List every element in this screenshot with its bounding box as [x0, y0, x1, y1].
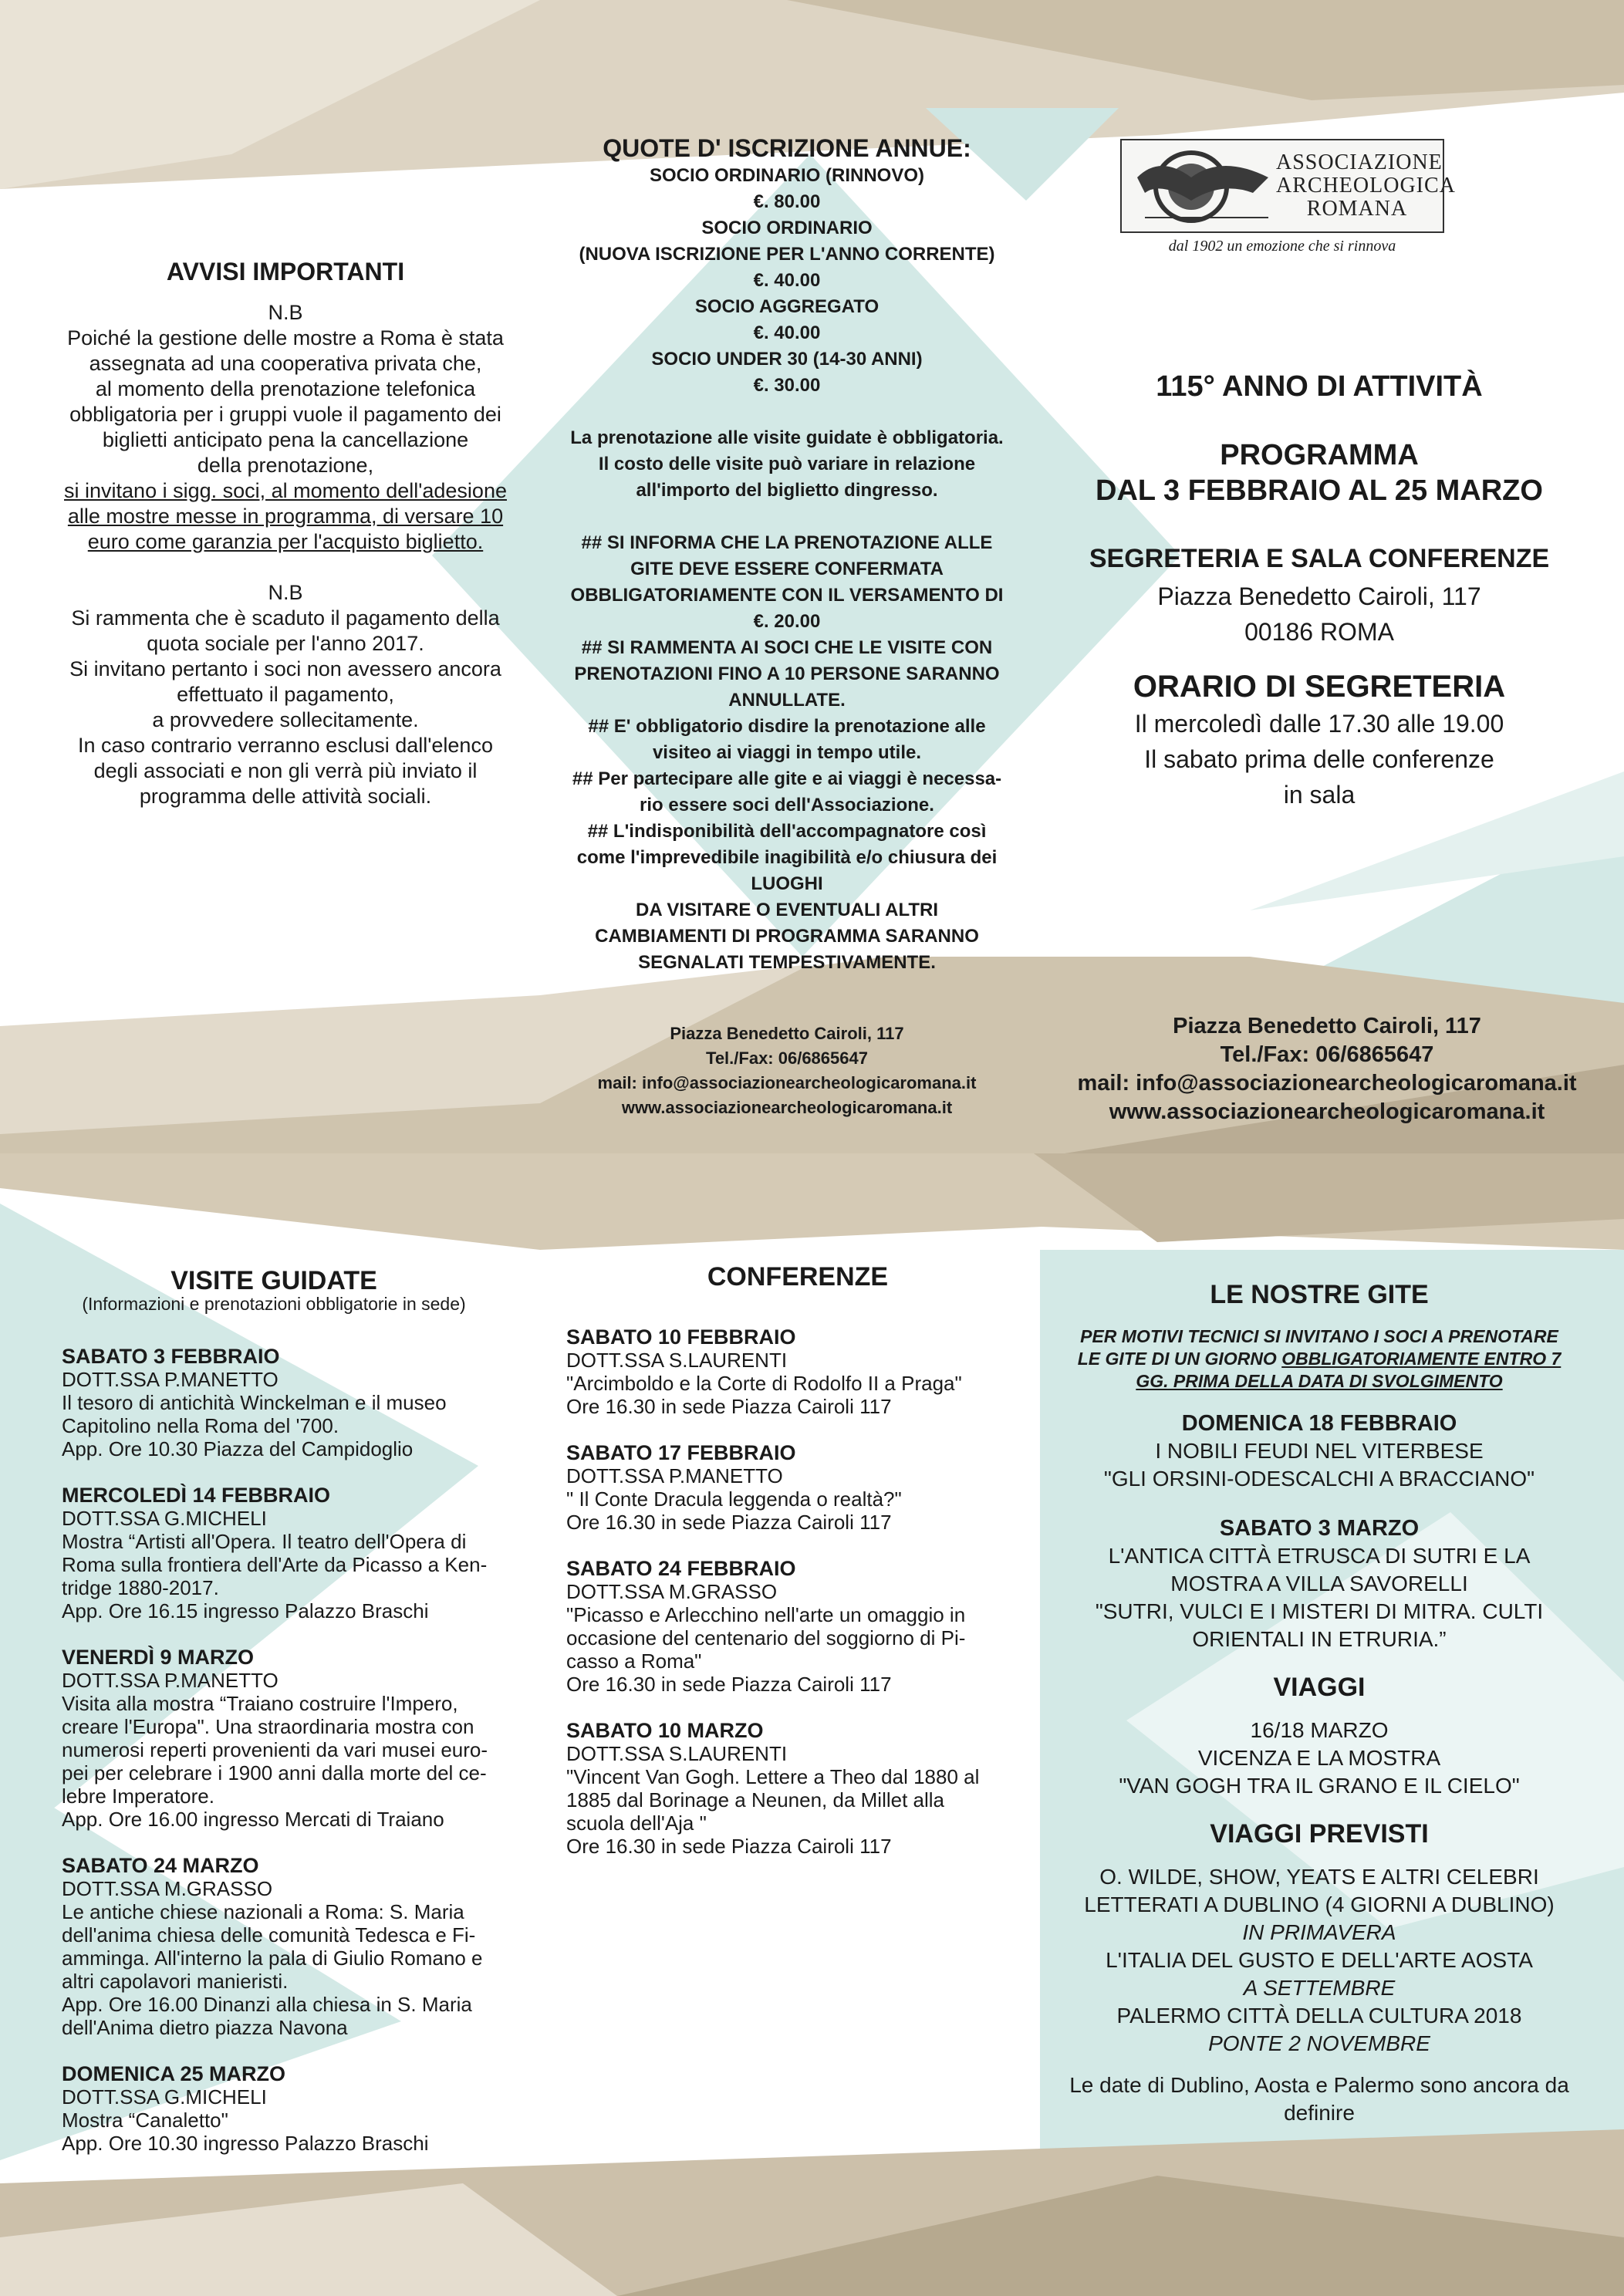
visit-line: creare l'Europa". Una straordinaria mostra con	[62, 1715, 474, 1738]
avvisi-line: biglietti anticipato pena la cancellazione	[102, 428, 469, 451]
planned-trip-line: L'ITALIA DEL GUSTO E DELL'ARTE AOSTA	[1106, 1948, 1533, 1972]
contact-phone: Tel./Fax: 06/6865647	[1220, 1042, 1434, 1067]
visit-line: DOTT.SSA P.MANETTO	[62, 1368, 279, 1391]
visit-date: DOMENICA 25 MARZO	[62, 2062, 286, 2085]
visite-guidate-section	[62, 1266, 509, 2178]
quote-note-line: La prenotazione alle visite guidate è obbligatoria.	[570, 427, 1004, 448]
avvisi-line: quota sociale per l'anno 2017.	[147, 632, 424, 655]
viaggi-title: VIAGGI	[1273, 1673, 1366, 1702]
visit-item	[62, 1484, 509, 1622]
association-logo	[1120, 139, 1456, 233]
quote-rule-line: ## E' obbligatorio disdire la prenotazione alle	[588, 716, 986, 737]
conference-line: Ore 16.30 in sede Piazza Cairoli 117	[566, 1835, 892, 1858]
avvisi-line: assegnata ad una cooperativa privata che,	[89, 352, 482, 375]
trip-date: DOMENICA 18 FEBBRAIO	[1181, 1411, 1457, 1436]
quote-rule-line: ## Per partecipare alle gite e ai viaggi è necessa-	[572, 768, 1002, 789]
quote-rule-line: ANNULLATE.	[728, 690, 846, 711]
gite-title: LE NOSTRE GITE	[1210, 1280, 1429, 1309]
planned-trip-line: O. WILDE, SHOW, YEATS E ALTRI CELEBRI	[1099, 1865, 1539, 1889]
orario-title: ORARIO DI SEGRETERIA	[1133, 670, 1506, 704]
program-dates: DAL 3 FEBBRAIO AL 25 MARZO	[1096, 474, 1543, 507]
quote-line: €. 80.00	[753, 191, 821, 212]
city-line: 00186 ROMA	[1244, 618, 1394, 646]
visit-date: SABATO 24 MARZO	[62, 1854, 259, 1877]
avvisi-title: AVVISI IMPORTANTI	[166, 258, 405, 285]
trip-line: I NOBILI FEUDI NEL VITERBESE	[1155, 1439, 1484, 1463]
nb-label: N.B	[268, 301, 303, 324]
contact-website[interactable]: www.associazionearcheologicaromana.it	[1109, 1099, 1545, 1124]
conference-line: DOTT.SSA M.GRASSO	[566, 1580, 778, 1603]
quote-rule-line: DA VISITARE O EVENTUALI ALTRI	[635, 900, 938, 920]
avvisi-line: programma delle attività sociali.	[139, 785, 432, 808]
conference-line: DOTT.SSA S.LAURENTI	[566, 1742, 788, 1765]
visit-line: DOTT.SSA P.MANETTO	[62, 1669, 279, 1692]
quote-rule-line: PRENOTAZIONI FINO A 10 PERSONE SARANNO	[574, 663, 1000, 684]
conference-line: Ore 16.30 in sede Piazza Cairoli 117	[566, 1673, 892, 1696]
avvisi-line: obbligatoria per i gruppi vuole il pagamento dei	[69, 403, 501, 426]
year-of-activity: 115° ANNO DI ATTIVITÀ	[1156, 370, 1483, 403]
visit-line: Il tesoro di antichità Winckelman e il museo	[62, 1391, 447, 1414]
conference-line: "Arcimboldo e la Corte di Rodolfo II a Praga"	[566, 1372, 962, 1395]
conference-date: SABATO 24 FEBBRAIO	[566, 1557, 796, 1580]
trip-line: "GLI ORSINI-ODESCALCHI A BRACCIANO"	[1103, 1467, 1535, 1491]
avvisi-line: a provvedere sollecitamente.	[152, 708, 419, 731]
program-info	[1049, 370, 1589, 812]
gite-notice-part: LE GITE DI UN GIORNO	[1077, 1349, 1282, 1369]
visit-line: App. Ore 10.30 ingresso Palazzo Braschi	[62, 2132, 429, 2155]
contact-phone: Tel./Fax: 06/6865647	[706, 1048, 868, 1068]
quote-line: €. 40.00	[753, 322, 821, 343]
quote-rule-line: GITE DEVE ESSERE CONFERMATA	[630, 559, 944, 579]
visit-item	[62, 1345, 509, 1460]
orario-line: in sala	[1283, 781, 1356, 809]
avvisi-line: Si invitano pertanto i soci non avessero ancora	[69, 657, 501, 680]
quote-line: €. 40.00	[753, 270, 821, 291]
conference-line: Ore 16.30 in sede Piazza Cairoli 117	[566, 1395, 892, 1418]
viaggi-previsti-title: VIAGGI PREVISTI	[1210, 1819, 1429, 1849]
quote-note-line: Il costo delle visite può variare in relazione	[598, 454, 976, 474]
quote-rule-line: SEGNALATI TEMPESTIVAMENTE.	[638, 952, 936, 973]
avvisi-line: degli associati e non gli verrà più inviato il	[93, 759, 478, 782]
conference-line: casso a Roma"	[566, 1649, 702, 1673]
contact-block-right	[1049, 1012, 1605, 1126]
visit-line: Mostra “Artisti all'Opera. Il teatro dell'Opera di	[62, 1530, 467, 1553]
visit-date: VENERDÌ 9 MARZO	[62, 1646, 255, 1669]
avvisi-line: In caso contrario verranno esclusi dall'elenco	[78, 734, 493, 757]
gite-notice-line: PER MOTIVI TECNICI SI INVITANO I SOCI A PRENOTARE	[1080, 1326, 1558, 1346]
logo-tagline: dal 1902 un emozione che si rinnova	[1168, 238, 1396, 255]
visit-line: Mostra “Canaletto"	[62, 2109, 228, 2132]
visit-line: App. Ore 16.15 ingresso Palazzo Braschi	[62, 1599, 429, 1622]
viaggi-line: "VAN GOGH TRA IL GRANO E IL CIELO"	[1119, 1774, 1520, 1798]
nb-label: N.B	[268, 581, 303, 604]
gite-notice-underlined: OBBLIGATORIAMENTE ENTRO 7	[1281, 1349, 1562, 1369]
avvisi-underlined-line: alle mostre messe in programma, di versare 10	[67, 505, 504, 528]
visit-line: App. Ore 10.30 Piazza del Campidoglio	[62, 1437, 414, 1460]
visit-line: DOTT.SSA G.MICHELI	[62, 1507, 267, 1530]
conference-line: occasione del centenario del soggiorno di Pi-	[566, 1626, 966, 1649]
quote-rule-line: €. 20.00	[753, 611, 821, 632]
visit-line: DOTT.SSA G.MICHELI	[62, 2085, 267, 2109]
quote-title: QUOTE D' ISCRIZIONE ANNUE:	[603, 134, 971, 162]
contact-block-center	[540, 1021, 1034, 1120]
visit-line: dell'anima chiesa delle comunità Tedesca e Fi-	[62, 1923, 476, 1947]
visit-line: pei per celebrare i 1900 anni dalla morte del ce-	[62, 1761, 487, 1784]
orario-line: Il mercoledì dalle 17.30 alle 19.00	[1134, 710, 1504, 738]
quote-note-line: all'importo del biglietto dingresso.	[636, 480, 938, 501]
logo-line: ARCHEOLOGICA	[1276, 174, 1456, 198]
viaggi-line: 16/18 MARZO	[1250, 1718, 1389, 1742]
quote-rule-line: rio essere soci dell'Associazione.	[640, 795, 934, 815]
avvisi-line: effettuato il pagamento,	[177, 683, 394, 706]
conference-line: scuola dell'Aja "	[566, 1811, 707, 1835]
eagle-wreath-emblem	[1129, 147, 1272, 227]
quote-rule-line: ## L'indisponibilità dell'accompagnatore così	[587, 821, 987, 842]
avvisi-underlined-line: euro come garanzia per l'acquisto biglietto.	[87, 530, 484, 553]
conference-item	[566, 1719, 1029, 1858]
gite-section	[1042, 1281, 1597, 2127]
trip-date: SABATO 3 MARZO	[1219, 1516, 1420, 1541]
conferenze-section	[566, 1262, 1029, 1881]
visit-date: MERCOLEDÌ 14 FEBBRAIO	[62, 1484, 331, 1507]
visit-line: amminga. All'interno la pala di Giulio Romano e	[62, 1947, 483, 1970]
quote-section	[540, 135, 1034, 976]
quote-line: SOCIO ORDINARIO (RINNOVO)	[649, 165, 924, 186]
segreteria-title: SEGRETERIA E SALA CONFERENZE	[1089, 544, 1550, 573]
avvisi-section	[31, 259, 540, 809]
quote-line: SOCIO ORDINARIO	[701, 218, 873, 238]
contact-address: Piazza Benedetto Cairoli, 117	[670, 1024, 904, 1043]
quote-line: (NUOVA ISCRIZIONE PER L'ANNO CORRENTE)	[579, 244, 995, 265]
contact-website[interactable]: www.associazionearcheologicaromana.it	[621, 1098, 953, 1117]
quote-rule-line: visiteo ai viaggi in tempo utile.	[652, 742, 922, 763]
conference-line: "Vincent Van Gogh. Lettere a Theo dal 1880 al	[566, 1765, 980, 1788]
gite-notice-underlined: GG. PRIMA DELLA DATA DI SVOLGIMENTO	[1136, 1371, 1503, 1391]
visite-subtitle: (Informazioni e prenotazioni obbligatorie in sede)	[82, 1294, 466, 1314]
conference-line: 1885 dal Borinage a Neunen, da Millet alla	[566, 1788, 945, 1811]
visit-line: DOTT.SSA M.GRASSO	[62, 1877, 273, 1900]
avvisi-underlined-line: si invitano i sigg. soci, al momento dell'adesione	[64, 479, 507, 502]
visit-item	[62, 2062, 509, 2155]
dates-note: Le date di Dublino, Aosta e Palermo sono ancora da	[1069, 2073, 1569, 2097]
conference-date: SABATO 10 MARZO	[566, 1719, 764, 1742]
conference-item	[566, 1325, 1029, 1418]
conference-line: DOTT.SSA S.LAURENTI	[566, 1349, 788, 1372]
quote-rule-line: OBBLIGATORIAMENTE CON IL VERSAMENTO DI	[570, 585, 1004, 606]
logo-line: ROMANA	[1306, 197, 1408, 221]
visit-line: tridge 1880-2017.	[62, 1576, 219, 1599]
conference-item	[566, 1441, 1029, 1534]
quote-rule-line: ## SI INFORMA CHE LA PRENOTAZIONE ALLE	[581, 532, 993, 553]
program-title: PROGRAMMA	[1220, 439, 1419, 471]
conferenze-title: CONFERENZE	[707, 1262, 889, 1292]
visit-line: lebre Imperatore.	[62, 1784, 214, 1808]
conference-line: DOTT.SSA P.MANETTO	[566, 1464, 783, 1487]
viaggi-line: VICENZA E LA MOSTRA	[1197, 1746, 1441, 1770]
quote-rule-line: come l'imprevedibile inagibilità e/o chiusura dei	[576, 847, 998, 868]
quote-rule-line: CAMBIAMENTI DI PROGRAMMA SARANNO	[595, 926, 979, 947]
trip-line: MOSTRA A VILLA SAVORELLI	[1170, 1572, 1468, 1595]
address-line: Piazza Benedetto Cairoli, 117	[1157, 582, 1481, 610]
contact-address: Piazza Benedetto Cairoli, 117	[1173, 1014, 1481, 1038]
planned-trip-period: IN PRIMAVERA	[1242, 1920, 1396, 1944]
conference-line: " Il Conte Dracula leggenda o realtà?"	[566, 1487, 902, 1511]
conference-line: Ore 16.30 in sede Piazza Cairoli 117	[566, 1511, 892, 1534]
quote-line: SOCIO AGGREGATO	[694, 296, 880, 317]
conference-date: SABATO 17 FEBBRAIO	[566, 1441, 796, 1464]
avvisi-line: della prenotazione,	[197, 454, 374, 477]
contact-email[interactable]: mail: info@associazionearcheologicaromana.it	[1077, 1071, 1577, 1096]
orario-line: Il sabato prima delle conferenze	[1144, 745, 1494, 773]
visit-line: App. Ore 16.00 Dinanzi alla chiesa in S. Maria	[62, 1993, 472, 2016]
logo-line: ASSOCIAZIONE	[1276, 150, 1443, 174]
trip-line: "SUTRI, VULCI E I MISTERI DI MITRA. CULTI	[1095, 1599, 1544, 1623]
planned-trip-line: LETTERATI A DUBLINO (4 GIORNI A DUBLINO)	[1084, 1893, 1555, 1916]
conference-line: "Picasso e Arlecchino nell'arte un omaggio in	[566, 1603, 966, 1626]
visite-title: VISITE GUIDATE	[171, 1266, 377, 1295]
trip-line: L'ANTICA CITTÀ ETRUSCA DI SUTRI E LA	[1108, 1544, 1531, 1568]
conference-date: SABATO 10 FEBBRAIO	[566, 1325, 796, 1349]
visit-line: Capitolino nella Roma del '700.	[62, 1414, 339, 1437]
quote-rule-line: LUOGHI	[751, 873, 823, 894]
gite-notice	[1042, 1325, 1597, 1393]
avvisi-line: Poiché la gestione delle mostre a Roma è stata	[67, 326, 504, 349]
visit-line: dell'Anima dietro piazza Navona	[62, 2016, 348, 2039]
visit-item	[62, 1854, 509, 2039]
conference-item	[566, 1557, 1029, 1696]
dates-note: definire	[1284, 2101, 1355, 2125]
visit-item	[62, 1646, 509, 1831]
quote-rule-line: ## SI RAMMENTA AI SOCI CHE LE VISITE CON	[581, 637, 993, 658]
avvisi-line: Si rammenta che è scaduto il pagamento della	[71, 606, 500, 630]
planned-trip-period: PONTE 2 NOVEMBRE	[1208, 2031, 1430, 2055]
visit-line: altri capolavori manieristi.	[62, 1970, 289, 1993]
planned-trip-period: A SETTEMBRE	[1243, 1976, 1396, 2000]
visit-line: App. Ore 16.00 ingresso Mercati di Traiano	[62, 1808, 444, 1831]
quote-line: SOCIO UNDER 30 (14-30 ANNI)	[651, 349, 923, 370]
avvisi-line: al momento della prenotazione telefonica	[95, 377, 476, 400]
gite-notice-line	[1042, 1348, 1597, 1370]
visit-line: Roma sulla frontiera dell'Arte da Picasso a Ken-	[62, 1553, 488, 1576]
visit-date: SABATO 3 FEBBRAIO	[62, 1345, 280, 1368]
planned-trip-line: PALERMO CITTÀ DELLA CULTURA 2018	[1116, 2004, 1522, 2028]
quote-line: €. 30.00	[753, 375, 821, 396]
visit-line: numerosi reperti provenienti da vari musei euro-	[62, 1738, 488, 1761]
visit-line: Visita alla mostra “Traiano costruire l'Impero,	[62, 1692, 458, 1715]
visit-line: Le antiche chiese nazionali a Roma: S. Maria	[62, 1900, 464, 1923]
trip-line: ORIENTALI IN ETRURIA.”	[1192, 1627, 1447, 1651]
contact-email[interactable]: mail: info@associazionearcheologicaromana.it	[597, 1073, 977, 1092]
